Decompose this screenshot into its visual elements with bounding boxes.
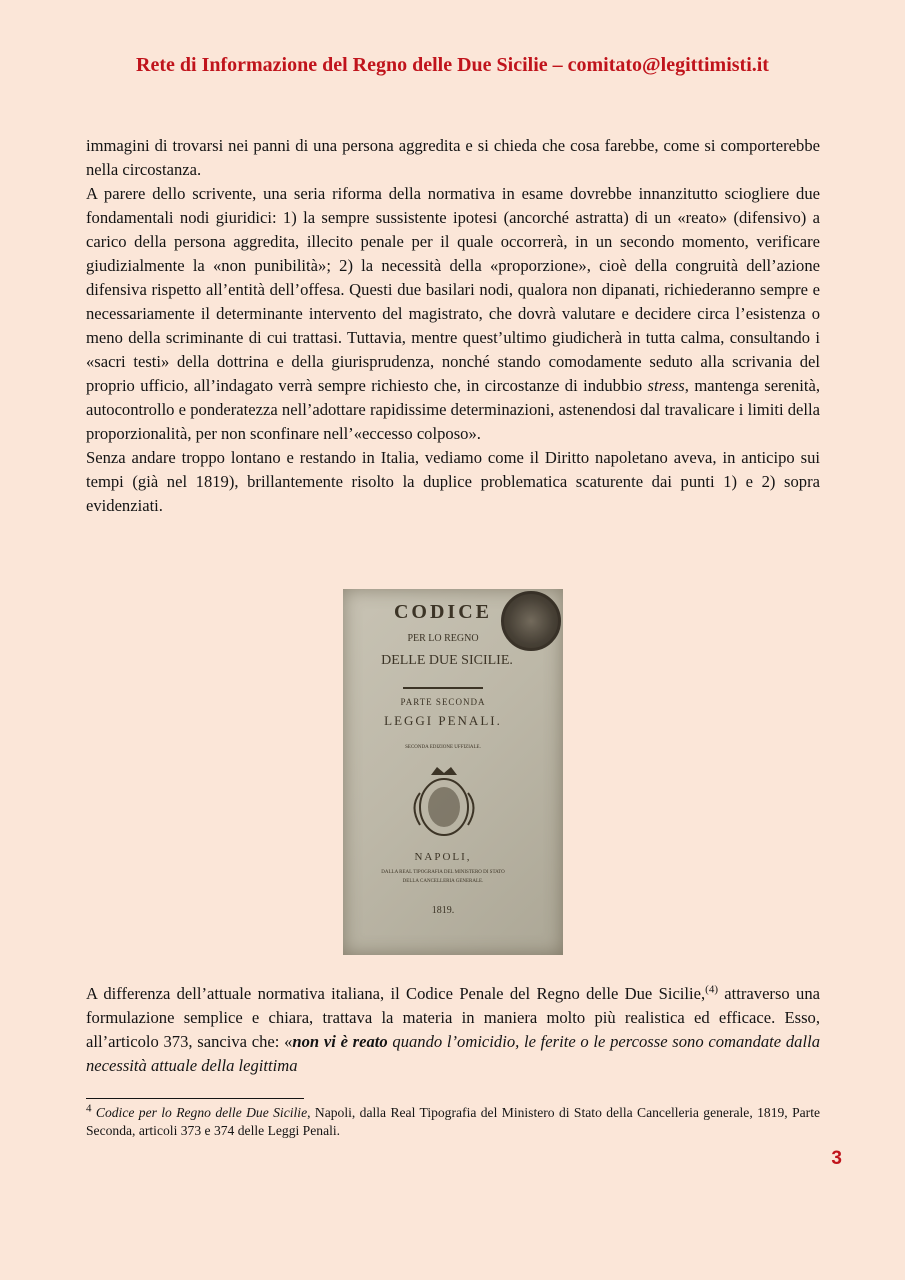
paragraph-2-italic: stress <box>647 376 685 395</box>
main-text <box>86 134 820 518</box>
paragraph-4-a: A differenza dell’attuale normativa italiana, il Codice Penale del Regno delle Due Sicilie, <box>86 984 706 1003</box>
cover-edition: SECONDA EDIZIONE UFFIZIALE. <box>405 745 481 750</box>
cover-subtitle: PER LO REGNO <box>407 633 479 644</box>
paragraph-4-bold: non vi è reato <box>292 1032 388 1051</box>
footnote-number: 4 <box>86 1102 92 1115</box>
footnote-ref: (4) <box>705 983 718 996</box>
cover-rule <box>403 687 483 689</box>
royal-coat-of-arms-icon <box>401 763 487 843</box>
cover-city: NAPOLI, <box>414 851 472 863</box>
footnote <box>86 1104 820 1140</box>
paragraph-3: Senza andare troppo lontano e restando in Italia, vediamo come il Diritto napoletano aveva, in anticipo sui tempi (già nel 1819), brillantemente risolto la duplice problematica scaturente dai punti 1) e 2) sopra evidenziati. <box>86 448 820 515</box>
page-header: Rete di Informazione del Regno delle Due Sicilie – comitato@legittimisti.it <box>136 54 769 76</box>
cover-part: PARTE SECONDA <box>400 697 486 707</box>
paragraph-2-text: A parere dello scrivente, una seria riforma della normativa in esame dovrebbe innanzitutto sciogliere due fondamentali nodi giuridici: 1) la sempre sussistente ipotesi (ancorché astratta) di un «reato» (difensivo) a carico della persona aggredita, illecito penale per il quale occorrerà, in un secondo momento, verificare giudizialmente la «non punibilità»; 2) la necessità della «proporzione», cioè della congruità dell’azione difensiva rispetto all’entità dell’offesa. Questi due basilari nodi, qualora non dipanati, richiederanno sempre e necessariamente il determinante intervento del magistrato, che dovrà valutare e decidere circa l’esistenza o meno della scriminante di cui trattasi. Tuttavia, mentre quest’ultimo giudicherà in tutta calma, consultando i «sacri testi» della dottrina e della giurisprudenza, nonché stando comodamente seduto alla scrivania del proprio ufficio, all’indagato verrà sempre richiesto che, in circostanze di indubbio <box>86 184 820 395</box>
cover-laws: LEGGI PENALI. <box>384 713 502 728</box>
cover-printer: DALLA REAL TIPOGRAFIA DEL MINISTERO DI STATO <box>381 870 505 875</box>
paragraph-4-italic: quando l’omicidio, le ferite o le percosse sono comandate dalla necessità attuale della legittima <box>86 1032 820 1075</box>
footnote-text: , Napoli, dalla Real Tipografia del Ministero di Stato della Cancelleria generale, 1819, Parte Seconda, articoli 373 e 374 delle Leggi Penali. <box>86 1105 821 1138</box>
footnote-title: Codice per lo Regno delle Due Sicilie <box>95 1105 308 1120</box>
paragraph-1: immagini di trovarsi nei panni di una persona aggredita e si chieda che cosa farebbe, come si comporterebbe nella circostanza. <box>86 136 820 179</box>
cover-kingdom: DELLE DUE SICILIE. <box>381 653 513 668</box>
page-number: 3 <box>831 1148 842 1169</box>
paragraph-4 <box>86 982 820 1078</box>
paragraph-4-b: attraverso una formulazione semplice e chiara, trattava la materia in maniera molto più realistica ed efficace. Esso, all’articolo 373, sanciva che: « <box>86 984 820 1051</box>
cover-year: 1819. <box>431 905 455 916</box>
paragraph-2-tail: , mantenga serenità, autocontrollo e ponderatezza nell’adottare rapidissime determinazioni, astenendosi dal travalicare i limiti della proporzionalità, per non sconfinare nell’«eccesso colposo». <box>86 376 820 443</box>
paragraph-2 <box>86 182 820 446</box>
book-cover-image <box>343 589 563 955</box>
cover-title: CODICE <box>393 601 492 623</box>
cover-chancery: DELLA CANCELLERIA GENERALE. <box>402 879 484 884</box>
footnote-separator <box>86 1098 304 1099</box>
